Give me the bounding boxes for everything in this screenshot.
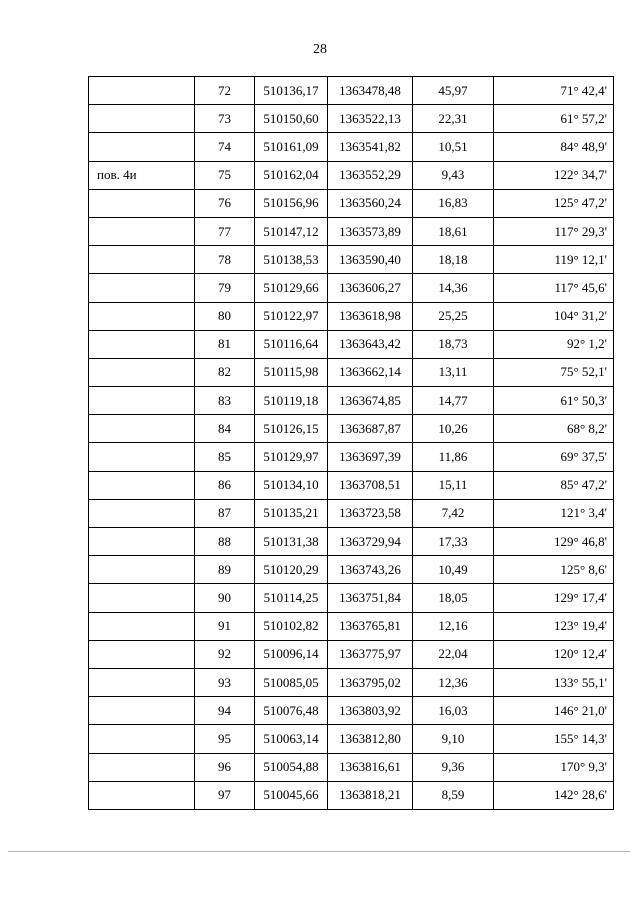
direction-angle: 61° 57,2'	[494, 105, 614, 133]
row-label	[89, 415, 195, 443]
table-row	[89, 725, 614, 753]
point-number: 78	[195, 246, 255, 274]
y-coordinate: 1363795,02	[328, 668, 413, 696]
point-number: 93	[195, 668, 255, 696]
row-label	[89, 302, 195, 330]
y-coordinate: 1363812,80	[328, 725, 413, 753]
table-row	[89, 781, 614, 809]
distance: 16,03	[413, 697, 494, 725]
y-coordinate: 1363751,84	[328, 584, 413, 612]
direction-angle: 123° 19,4'	[494, 612, 614, 640]
direction-angle: 61° 50,3'	[494, 387, 614, 415]
x-coordinate: 510054,88	[255, 753, 328, 781]
x-coordinate: 510096,14	[255, 640, 328, 668]
y-coordinate: 1363687,87	[328, 415, 413, 443]
table-row	[89, 274, 614, 302]
x-coordinate: 510114,25	[255, 584, 328, 612]
table-row	[89, 189, 614, 217]
table-row	[89, 584, 614, 612]
direction-angle: 155° 14,3'	[494, 725, 614, 753]
row-label	[89, 640, 195, 668]
distance: 9,43	[413, 161, 494, 189]
table-row	[89, 556, 614, 584]
y-coordinate: 1363697,39	[328, 443, 413, 471]
direction-angle: 120° 12,4'	[494, 640, 614, 668]
x-coordinate: 510085,05	[255, 668, 328, 696]
distance: 10,26	[413, 415, 494, 443]
x-coordinate: 510076,48	[255, 697, 328, 725]
x-coordinate: 510138,53	[255, 246, 328, 274]
row-label: пов. 4и	[89, 161, 195, 189]
direction-angle: 121° 3,4'	[494, 499, 614, 527]
distance: 12,16	[413, 612, 494, 640]
point-number: 81	[195, 330, 255, 358]
table-row	[89, 105, 614, 133]
distance: 9,36	[413, 753, 494, 781]
distance: 18,05	[413, 584, 494, 612]
row-label	[89, 697, 195, 725]
point-number: 87	[195, 499, 255, 527]
x-coordinate: 510120,29	[255, 556, 328, 584]
direction-angle: 117° 29,3'	[494, 217, 614, 245]
point-number: 89	[195, 556, 255, 584]
direction-angle: 146° 21,0'	[494, 697, 614, 725]
table-row	[89, 471, 614, 499]
row-label	[89, 556, 195, 584]
y-coordinate: 1363729,94	[328, 528, 413, 556]
distance: 18,18	[413, 246, 494, 274]
table-row	[89, 528, 614, 556]
coordinates-table-body	[89, 77, 614, 810]
x-coordinate: 510136,17	[255, 77, 328, 105]
row-label	[89, 725, 195, 753]
direction-angle: 92° 1,2'	[494, 330, 614, 358]
y-coordinate: 1363643,42	[328, 330, 413, 358]
row-label	[89, 584, 195, 612]
point-number: 80	[195, 302, 255, 330]
row-label	[89, 499, 195, 527]
distance: 9,10	[413, 725, 494, 753]
y-coordinate: 1363478,48	[328, 77, 413, 105]
row-label	[89, 105, 195, 133]
x-coordinate: 510122,97	[255, 302, 328, 330]
table-row	[89, 133, 614, 161]
x-coordinate: 510115,98	[255, 358, 328, 386]
y-coordinate: 1363743,26	[328, 556, 413, 584]
row-label	[89, 77, 195, 105]
distance: 17,33	[413, 528, 494, 556]
distance: 22,31	[413, 105, 494, 133]
bottom-divider	[8, 851, 630, 852]
y-coordinate: 1363816,61	[328, 753, 413, 781]
y-coordinate: 1363618,98	[328, 302, 413, 330]
distance: 15,11	[413, 471, 494, 499]
y-coordinate: 1363775,97	[328, 640, 413, 668]
x-coordinate: 510131,38	[255, 528, 328, 556]
distance: 16,83	[413, 189, 494, 217]
x-coordinate: 510134,10	[255, 471, 328, 499]
point-number: 84	[195, 415, 255, 443]
point-number: 79	[195, 274, 255, 302]
row-label	[89, 246, 195, 274]
direction-angle: 69° 37,5'	[494, 443, 614, 471]
y-coordinate: 1363803,92	[328, 697, 413, 725]
x-coordinate: 510129,66	[255, 274, 328, 302]
row-label	[89, 189, 195, 217]
distance: 14,77	[413, 387, 494, 415]
point-number: 76	[195, 189, 255, 217]
table-row	[89, 246, 614, 274]
table-row	[89, 640, 614, 668]
point-number: 94	[195, 697, 255, 725]
y-coordinate: 1363522,13	[328, 105, 413, 133]
point-number: 85	[195, 443, 255, 471]
point-number: 92	[195, 640, 255, 668]
table-row	[89, 753, 614, 781]
point-number: 97	[195, 781, 255, 809]
table-row	[89, 217, 614, 245]
direction-angle: 125° 8,6'	[494, 556, 614, 584]
distance: 11,86	[413, 443, 494, 471]
direction-angle: 142° 28,6'	[494, 781, 614, 809]
y-coordinate: 1363662,14	[328, 358, 413, 386]
x-coordinate: 510126,15	[255, 415, 328, 443]
direction-angle: 71° 42,4'	[494, 77, 614, 105]
x-coordinate: 510119,18	[255, 387, 328, 415]
row-label	[89, 274, 195, 302]
table-row	[89, 612, 614, 640]
table-row	[89, 387, 614, 415]
table-row	[89, 330, 614, 358]
y-coordinate: 1363541,82	[328, 133, 413, 161]
row-label	[89, 753, 195, 781]
y-coordinate: 1363708,51	[328, 471, 413, 499]
row-label	[89, 528, 195, 556]
direction-angle: 119° 12,1'	[494, 246, 614, 274]
point-number: 88	[195, 528, 255, 556]
y-coordinate: 1363818,21	[328, 781, 413, 809]
y-coordinate: 1363590,40	[328, 246, 413, 274]
point-number: 74	[195, 133, 255, 161]
x-coordinate: 510135,21	[255, 499, 328, 527]
x-coordinate: 510147,12	[255, 217, 328, 245]
point-number: 95	[195, 725, 255, 753]
row-label	[89, 612, 195, 640]
distance: 25,25	[413, 302, 494, 330]
row-label	[89, 781, 195, 809]
row-label	[89, 443, 195, 471]
direction-angle: 129° 17,4'	[494, 584, 614, 612]
row-label	[89, 330, 195, 358]
x-coordinate: 510063,14	[255, 725, 328, 753]
x-coordinate: 510102,82	[255, 612, 328, 640]
row-label	[89, 387, 195, 415]
direction-angle: 75° 52,1'	[494, 358, 614, 386]
row-label	[89, 668, 195, 696]
x-coordinate: 510161,09	[255, 133, 328, 161]
table-row	[89, 161, 614, 189]
distance: 8,59	[413, 781, 494, 809]
distance: 18,73	[413, 330, 494, 358]
table-row	[89, 302, 614, 330]
distance: 45,97	[413, 77, 494, 105]
direction-angle: 133° 55,1'	[494, 668, 614, 696]
point-number: 77	[195, 217, 255, 245]
direction-angle: 104° 31,2'	[494, 302, 614, 330]
point-number: 91	[195, 612, 255, 640]
y-coordinate: 1363765,81	[328, 612, 413, 640]
distance: 10,49	[413, 556, 494, 584]
table-row	[89, 499, 614, 527]
y-coordinate: 1363560,24	[328, 189, 413, 217]
point-number: 73	[195, 105, 255, 133]
distance: 10,51	[413, 133, 494, 161]
y-coordinate: 1363723,58	[328, 499, 413, 527]
table-row	[89, 415, 614, 443]
direction-angle: 68° 8,2'	[494, 415, 614, 443]
distance: 22,04	[413, 640, 494, 668]
distance: 14,36	[413, 274, 494, 302]
direction-angle: 125° 47,2'	[494, 189, 614, 217]
row-label	[89, 133, 195, 161]
distance: 13,11	[413, 358, 494, 386]
point-number: 96	[195, 753, 255, 781]
y-coordinate: 1363573,89	[328, 217, 413, 245]
direction-angle: 117° 45,6'	[494, 274, 614, 302]
x-coordinate: 510162,04	[255, 161, 328, 189]
x-coordinate: 510116,64	[255, 330, 328, 358]
distance: 18,61	[413, 217, 494, 245]
table-row	[89, 358, 614, 386]
row-label	[89, 471, 195, 499]
x-coordinate: 510156,96	[255, 189, 328, 217]
distance: 7,42	[413, 499, 494, 527]
point-number: 86	[195, 471, 255, 499]
x-coordinate: 510150,60	[255, 105, 328, 133]
table-row	[89, 443, 614, 471]
page-number: 28	[313, 42, 327, 57]
y-coordinate: 1363674,85	[328, 387, 413, 415]
direction-angle: 129° 46,8'	[494, 528, 614, 556]
direction-angle: 122° 34,7'	[494, 161, 614, 189]
direction-angle: 84° 48,9'	[494, 133, 614, 161]
y-coordinate: 1363552,29	[328, 161, 413, 189]
direction-angle: 170° 9,3'	[494, 753, 614, 781]
point-number: 82	[195, 358, 255, 386]
point-number: 72	[195, 77, 255, 105]
table-row	[89, 77, 614, 105]
table-row	[89, 668, 614, 696]
direction-angle: 85° 47,2'	[494, 471, 614, 499]
table-row	[89, 697, 614, 725]
x-coordinate: 510129,97	[255, 443, 328, 471]
y-coordinate: 1363606,27	[328, 274, 413, 302]
row-label	[89, 217, 195, 245]
point-number: 75	[195, 161, 255, 189]
x-coordinate: 510045,66	[255, 781, 328, 809]
coordinates-table	[88, 76, 614, 810]
distance: 12,36	[413, 668, 494, 696]
row-label	[89, 358, 195, 386]
point-number: 90	[195, 584, 255, 612]
point-number: 83	[195, 387, 255, 415]
